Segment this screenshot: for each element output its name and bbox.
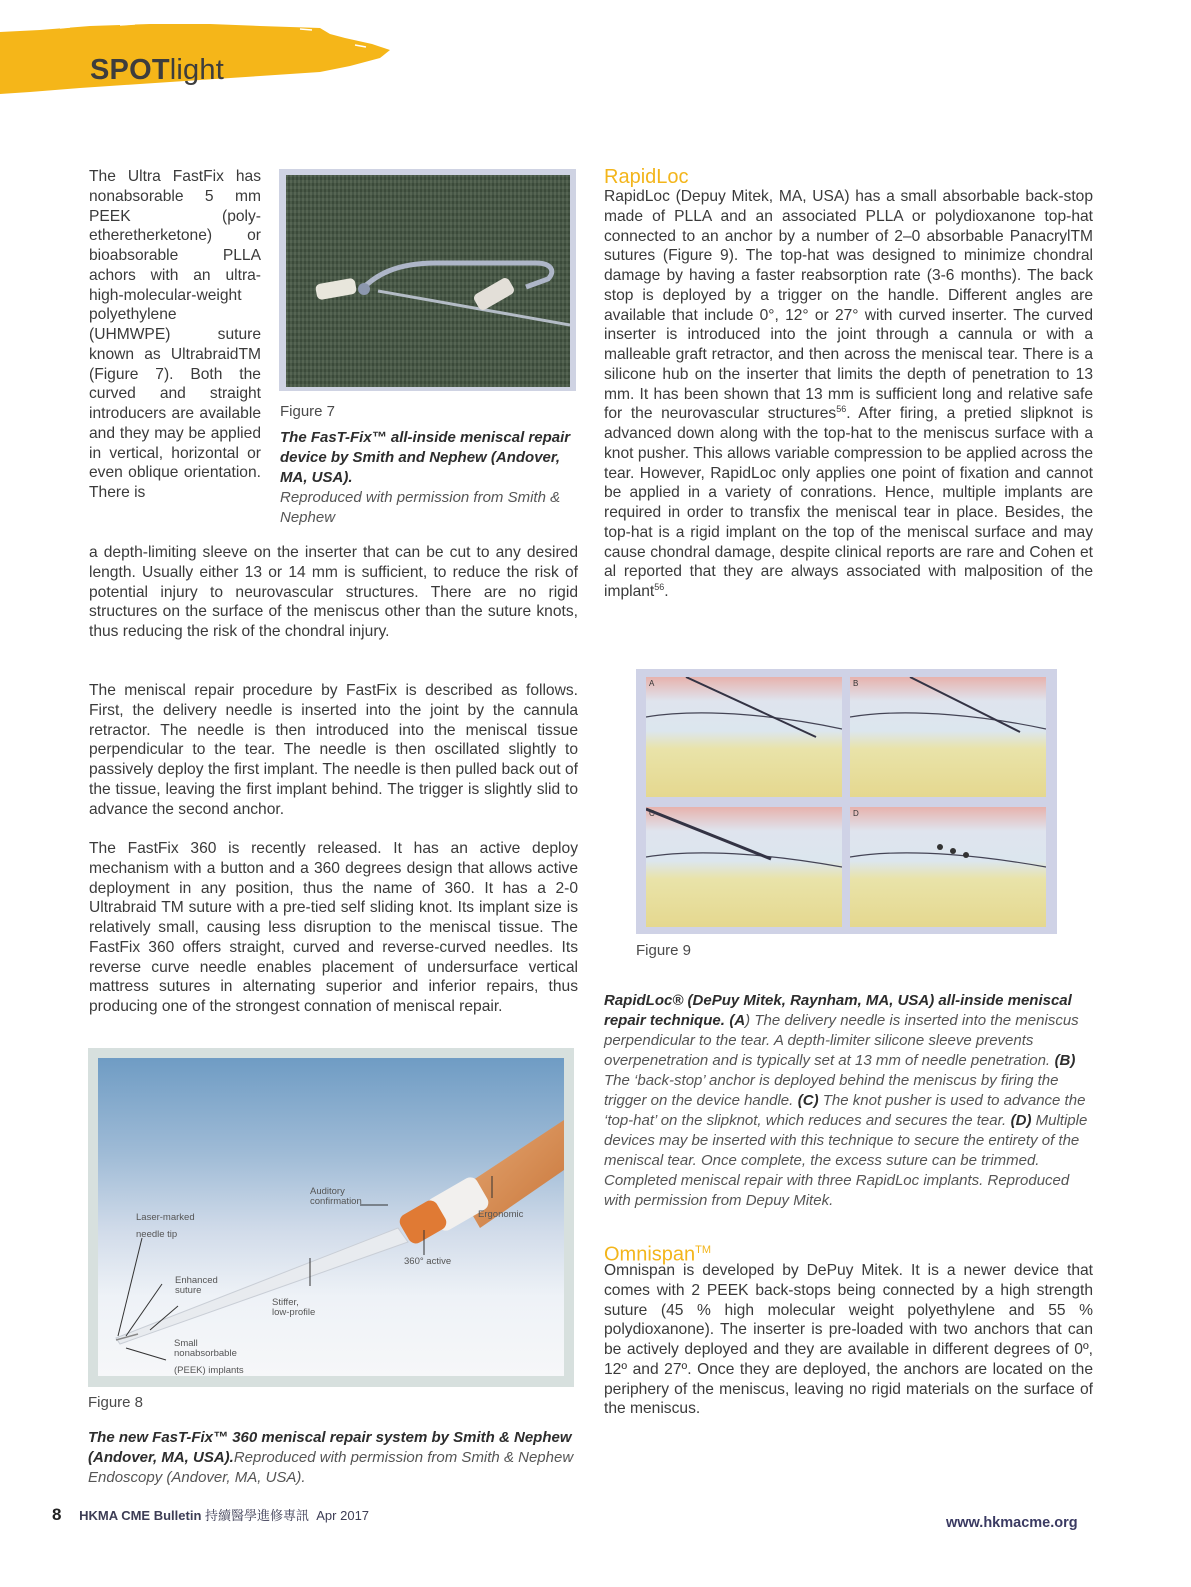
panel-letter: A bbox=[649, 679, 655, 688]
step-text-a: ) The delivery needle is inserted into the meniscus perpendicular to the tear. A depth-limiter silicone sleeve prevents overpenetration and is typically set at 13 mm of needle penetration. bbox=[604, 1012, 1079, 1069]
fastfix-device-illustration bbox=[286, 175, 570, 387]
figure-7-caption bbox=[280, 403, 576, 528]
omnispan-paragraph bbox=[604, 1261, 1093, 1419]
step-tag-b: (B) bbox=[1054, 1052, 1076, 1069]
step-text-d: Multiple devices may be inserted with this technique to secure the entirety of the meniscal tear. Once complete, the excess suture can be trimmed. Completed meniscal repair with three RapidLoc implants. Reproduced with permission from Depuy Mitek. bbox=[604, 1112, 1088, 1209]
body-text: The Ultra FastFix has nonabsorable 5 mm PEEK (poly-etheretherketone) or bioabsorable PLLA achors with an ultra-high-molecular-weight polyethylene (UHMWPE) suture known as UltrabraidTM (Figure 7). Both the curved and straight introducers are available and they may be applied in vertical, horizontal or even oblique orientation. There is bbox=[89, 168, 261, 501]
label-360-active: 360° active bbox=[404, 1256, 452, 1267]
meniscus-drawing bbox=[850, 807, 1046, 927]
step-tag-c: (C) bbox=[797, 1092, 819, 1109]
figure-8-label: Figure 8 bbox=[88, 1394, 144, 1411]
publication-name: HKMA CME Bulletin bbox=[79, 1508, 202, 1523]
rapidloc-text-part: . bbox=[664, 583, 669, 600]
procedure-paragraph bbox=[89, 681, 578, 819]
panel-letter: B bbox=[853, 679, 859, 688]
banner-title bbox=[90, 54, 224, 87]
label-needle-tip: needle tip bbox=[136, 1229, 178, 1240]
body-text: Omnispan is developed by DePuy Mitek. It is a newer device that comes with 2 PEEK back-stops being connected by a high strength suture (45 % high molecular weight polyethylene and 55 % polydioxanone). The inserter is pre-loaded with two anchors that can be actively deployed and they are available in different degrees of 0º, 12º and 27º. Once they are deployed, the anchors are located on the periphery of the meniscus, leaving no rigid materials on the surface of the meniscus. bbox=[604, 1262, 1093, 1418]
figure-9-panel-b bbox=[850, 677, 1046, 797]
label-laser-marked: Laser-marked bbox=[136, 1212, 195, 1223]
meniscus-drawing bbox=[646, 807, 842, 927]
citation-ref: 56 bbox=[654, 581, 665, 592]
step-text-b: The ‘back-stop’ anchor is deployed behind the meniscus by firing the trigger on the device handle. bbox=[604, 1072, 1059, 1109]
page-number: 8 bbox=[52, 1505, 62, 1524]
trademark-mark: TM bbox=[695, 1244, 712, 1256]
body-text: a depth-limiting sleeve on the inserter that can be cut to any desired length. Usually either 13 or 14 mm is sufficient, to reduce the risk of potential injury to neurovascular structures. There are no rigid structures on the surface of the meniscus other than the suture knots, thus reducing the risk of the chondral injury. bbox=[89, 544, 578, 640]
rapidloc-text-part: RapidLoc (Depuy Mitek, MA, USA) has a small absorbable back-stop made of PLLA and an associated PLLA or polydioxanone top-hat connected to an anchor by a number of 2–0 absorbable PanacrylTM sutures (Figure 9). The top-hat was designed to minimize chondral damage by having a faster reabsorption rate (3-6 months). The back stop is deployed by a trigger on the handle. Different angles are available that include 0°, 12° or 27° with curved inserter. The curved inserter is introduced into the joint through a cannula or with a malleable graft retractor, and then across the meniscal tear. There is a silicone hub on the inserter that limits the depth of penetration to 13 mm. It has been shown that 13 mm is sufficient long and relative safe for the neurovascular structures bbox=[604, 188, 1093, 423]
section-banner bbox=[0, 18, 395, 96]
label-enhanced: Enhanced bbox=[175, 1275, 218, 1286]
rapidloc-paragraph bbox=[604, 187, 1093, 602]
label-peek-implants: (PEEK) implants bbox=[174, 1365, 244, 1376]
figure-9-panel-d bbox=[850, 807, 1046, 927]
fastfix-device-photo bbox=[286, 175, 570, 387]
label-auditory: Auditory bbox=[310, 1186, 345, 1197]
citation-ref: 56 bbox=[836, 404, 847, 415]
banner-title-light: light bbox=[169, 54, 224, 86]
figure-8-caption bbox=[88, 1428, 578, 1488]
label-suture: suture bbox=[175, 1285, 202, 1296]
figure-8-caption-credit: Reproduced with permission from Smith & Nephew Endoscopy (Andover, MA, USA). bbox=[88, 1449, 574, 1486]
rapidloc-heading: RapidLoc bbox=[604, 166, 689, 188]
label-confirmation: confirmation bbox=[310, 1196, 362, 1207]
figure-9-caption-title: RapidLoc® (DePuy Mitek, Raynham, MA, USA) all-inside meniscal repair technique. bbox=[604, 992, 1072, 1029]
figure-9-image bbox=[636, 669, 1057, 934]
figure-9-caption bbox=[604, 991, 1093, 1211]
fastfix-360-paragraph bbox=[89, 839, 578, 1017]
meniscus-drawing bbox=[850, 677, 1046, 797]
step-text-c: The knot pusher is used to advance the ‘top-hat’ on the slipknot, which reduces and secures the tear. bbox=[604, 1092, 1086, 1129]
rapidloc-text-part: . After firing, a pretied slipknot is advanced down along with the top-hat to the meniscus surface with a knot pusher. This allows variable compression to be applied across the tear. However, RapidLoc only applies one point of fixation and cannot be applied in a variety of conrations. Hence, multiple implants are required in order to transfix the meniscal tear in place. Besides, the top-hat is a rigid implant on the top of the meniscal surface and may cause chondral damage, despite clinical reports are rare and Cohen et al reported that they are always associated with malposition of the implant bbox=[604, 405, 1094, 600]
step-tag-a: (A bbox=[729, 1012, 746, 1029]
panel-letter: D bbox=[853, 809, 859, 818]
figure-9-panel-c bbox=[646, 807, 842, 927]
omnispan-heading-text: Omnispan bbox=[604, 1243, 696, 1266]
label-small: Small bbox=[174, 1338, 198, 1349]
issue-date: Apr 2017 bbox=[316, 1508, 370, 1523]
label-ergonomic: Ergonomic bbox=[478, 1209, 524, 1220]
publication-chinese-name: 持續醫學進修專訊 bbox=[205, 1508, 310, 1523]
figure-7-image bbox=[279, 169, 576, 391]
step-tag-d: (D) bbox=[1010, 1112, 1032, 1129]
body-text: The FastFix 360 is recently released. It has an active deploy mechanism with a button and a 360 degrees design that allows active deployment in any position, thus the name of 360. It has a 2-0 Ultrabraid TM suture with a pre-tied self sliding knot. Its implant size is relatively small, causing less disruption to the meniscal tissue. The FastFix 360 offers straight, curved and reverse-curved needles. Its reverse curve needle enables placement of undersurface vertical mattress sutures in alternating superior and inferior repairs, thus producing one of the strongest connation of meniscal repair. bbox=[89, 840, 578, 1015]
panel-letter: C bbox=[649, 809, 655, 818]
fastfix-360-illustration bbox=[98, 1058, 564, 1376]
figure-9-label: Figure 9 bbox=[636, 942, 692, 959]
footer-publication bbox=[52, 1505, 369, 1525]
label-stiffer: Stiffer, bbox=[272, 1297, 299, 1308]
figure-8-image bbox=[88, 1048, 574, 1387]
ultra-fastfix-paragraph bbox=[89, 167, 261, 503]
figure-7-label: Figure 7 bbox=[280, 403, 336, 420]
body-text bbox=[604, 187, 1093, 602]
banner-title-bold: SPOT bbox=[90, 54, 170, 86]
label-nonabsorbable: nonabsorbable bbox=[174, 1348, 237, 1359]
meniscus-drawing bbox=[646, 677, 842, 797]
figure-9-panel-a bbox=[646, 677, 842, 797]
body-text: The meniscal repair procedure by FastFix is described as follows. First, the delivery needle is inserted into the joint by the cannula retractor. The needle is then introduced into the meniscal tissue perpendicular to the tear. The needle is then oscillated slightly to passively deploy the first implant. The needle is then pulled back out of the tissue, leaving the first implant behind. The trigger is slightly slid to advance the second anchor. bbox=[89, 682, 578, 818]
label-low-profile: low-profile bbox=[272, 1307, 316, 1318]
figure-7-caption-credit: Reproduced with permission from Smith & Nephew bbox=[280, 489, 561, 526]
depth-limiting-paragraph bbox=[89, 543, 578, 642]
website-link[interactable]: www.hkmacme.org bbox=[946, 1515, 1078, 1531]
figure-8-caption-title: The new FasT-Fix™ 360 meniscal repair system by Smith & Nephew (Andover, MA, USA). bbox=[88, 1429, 572, 1466]
figure-7-caption-title: The FasT-Fix™ all-inside meniscal repair device by Smith and Nephew (Andover, MA, USA). bbox=[280, 429, 571, 486]
